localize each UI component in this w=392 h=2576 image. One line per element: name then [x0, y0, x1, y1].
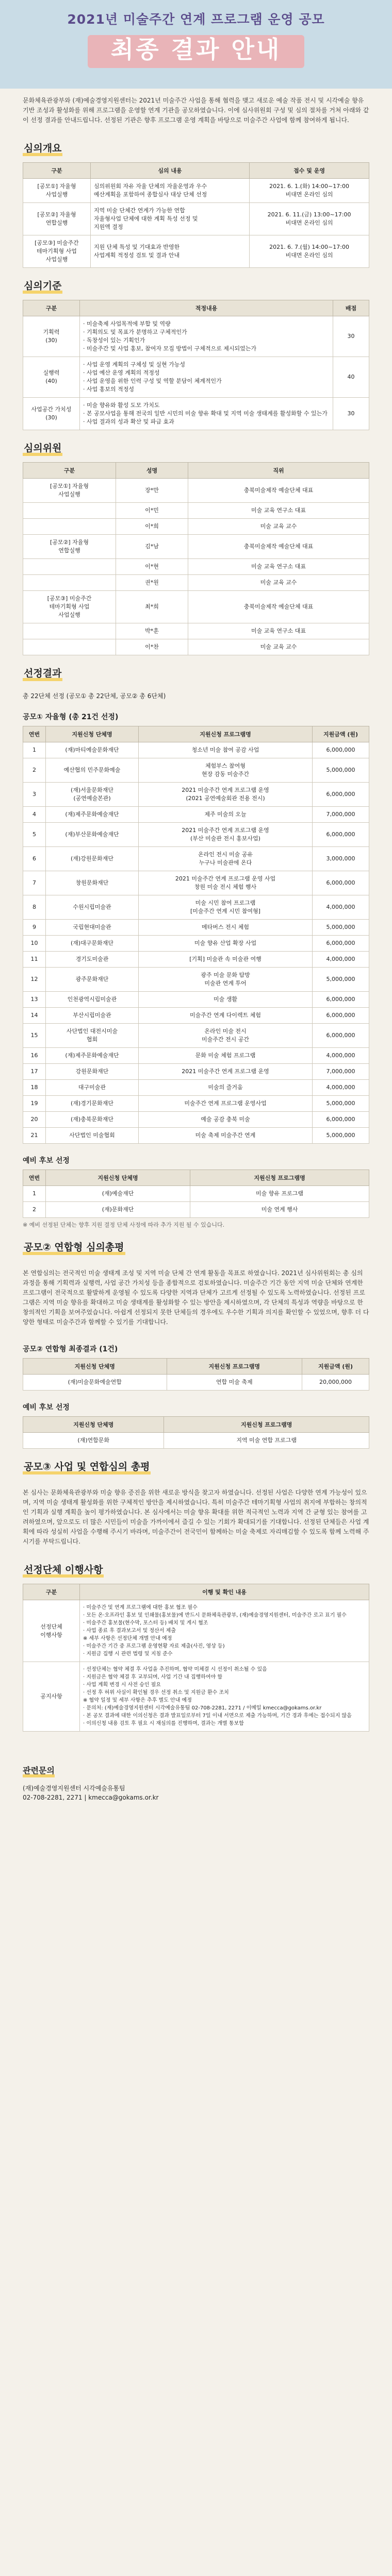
table-row: [23, 203, 369, 235]
table-cell: 6,000,000: [313, 783, 369, 807]
table-cell: 4,000,000: [313, 1048, 369, 1064]
table-cell: 4: [23, 807, 46, 823]
table-row: [23, 1024, 369, 1048]
table-row: [23, 1048, 369, 1064]
table-header: 지원신청 단체명: [46, 1170, 190, 1186]
table-row: [23, 895, 369, 920]
obligations-table: [23, 1584, 369, 1732]
union-review-text: 본 연합심의는 전국적인 미술 생태계 조성 및 지역 미술 단체 간 연계 활동을 목표로 하였습니다. 2021년 심사위원회는 총 심의 과정을 통해 기획력과 실행력, 사업 공간 가치성 등을 종합적으로 검토하였습니다. 미술주간 기간 동안 지역 미술 단체와 연계한 프로그램이 전국적으로 활발하게 운영될 수 있도록 다양한 지역과 단체가 고르게 선정될 수 있도록 노력하였습니다. 선정된 프로그램은 지역 미술 향유를 확대하고 미술 생태계를 활성화할 수 있는 방안을 제시하였으며, 각 단체의 특성과 역량을 바탕으로 한 창의적인 기획을 보여주었습니다. 아쉽게 선정되지 못한 단체들의 경우에도 우수한 기획과 의지를 확인할 수 있었으며, 향후 더 다양한 형태로 미술주간과 함께할 수 있기를 기대합니다.: [23, 1269, 369, 1326]
table-cell: (재)부산문화예술재단: [46, 823, 139, 847]
table-cell: 창원문화재단: [46, 871, 139, 895]
table-cell: 3: [23, 783, 46, 807]
table-cell: 4,000,000: [313, 1080, 369, 1096]
table-cell: (재)예술재단: [46, 1186, 190, 1202]
results-summary: 총 22단체 선정 (공모① 총 22단체, 공모② 총 6단체): [23, 692, 166, 700]
table-cell: 온라인 전시 미술 공유 누구나 미술관에 온다: [139, 847, 313, 871]
table-cell: 14: [23, 1008, 46, 1024]
table-cell: 6,000,000: [313, 1008, 369, 1024]
table-row: [23, 1433, 369, 1449]
table-header: 연번: [23, 726, 46, 742]
table-cell: 미술 교육 연구소 대표: [188, 623, 369, 639]
row-score: 30: [333, 316, 369, 357]
table-cell: 미술 생활: [139, 992, 313, 1008]
table-row: [23, 968, 369, 992]
main-content: [0, 89, 392, 1752]
table-cell: 5: [23, 823, 46, 847]
table-row: [23, 823, 369, 847]
row-content: · 미술 향유와 활성 도모 가치도 · 본 공모사업을 통해 전국의 일반 시민의 미술 향유 확대 및 지역 미술 생태계를 활성화할 수 있는가 · 사업 결과의 성과 확산 및 파급 효과: [80, 398, 333, 430]
table-cell: 미술 향유 산업 확장 사업: [139, 936, 313, 952]
hero-subtitle: 2021년 미술주간 연계 프로그램 운영 공모: [67, 12, 325, 27]
table-cell: 6,000,000: [313, 936, 369, 952]
table-row: [23, 1202, 369, 1218]
table-header: 구분: [23, 300, 80, 316]
reserve-table: [23, 1170, 369, 1218]
table-cell: (재)마티예술문화재단: [46, 742, 139, 758]
table-cell: 경기도미술관: [46, 952, 139, 968]
table-cell: 최*희: [116, 591, 188, 623]
union-table-title: 공모② 연합형 최종결과 (1건): [23, 1345, 118, 1353]
table-row: [23, 783, 369, 807]
table-cell: 미술 시민 참여 프로그램 [미술주간 연계 시민 참여형]: [139, 895, 313, 920]
table-cell: [기획] 미술관 속 미술관 여행: [139, 952, 313, 968]
table-cell: 권*원: [116, 575, 188, 591]
table-cell: 메타버스 전시 체험: [139, 920, 313, 936]
table-cell: 대구미술관: [46, 1080, 139, 1096]
table-cell: 2021 미술주간 연계 프로그램 운영: [139, 1064, 313, 1080]
table-row: [23, 871, 369, 895]
union-reserve-title: 예비 후보 선정: [23, 1403, 70, 1412]
table-cell: 19: [23, 1096, 46, 1112]
table-cell: 5,000,000: [313, 920, 369, 936]
table-row: [23, 623, 369, 639]
table-cell: 15: [23, 1024, 46, 1048]
reserve-note: ※ 예비 선정된 단체는 향후 지원 결정 단체 사정에 따라 추가 지원 될 수 있습니다.: [23, 1222, 225, 1228]
reviewers-table: [23, 462, 369, 655]
table-cell: 미술주간 연계 다이렉트 체험: [139, 1008, 313, 1024]
section-title-results: 선정결과: [23, 669, 62, 681]
table-row: [23, 952, 369, 968]
table-cell: [공모②] 자율형 연합실행: [23, 535, 116, 559]
table-cell: 6,000,000: [313, 742, 369, 758]
table-header: 성명: [116, 463, 188, 479]
table-row: [23, 742, 369, 758]
row-date: 2021. 6. 1.(화) 14:00~17:00 비대면 온라인 심의: [250, 179, 369, 203]
table-cell: [23, 519, 116, 535]
table-cell: 이*민: [116, 503, 188, 519]
table-cell: 5,000,000: [313, 758, 369, 783]
table-cell: 18: [23, 1080, 46, 1096]
table-cell: (재)제주문화예술재단: [46, 807, 139, 823]
table-cell: 20,000,000: [302, 1375, 369, 1391]
row-score: 40: [333, 357, 369, 398]
table-cell: 강원문화재단: [46, 1064, 139, 1080]
table-cell: 12: [23, 968, 46, 992]
table-cell: 사단법인 미술협회: [46, 1128, 139, 1144]
row-label: 사업공간 가치성 (30): [23, 398, 80, 430]
row-date: 2021. 6. 7.(월) 14:00~17:00 비대면 온라인 심의: [250, 235, 369, 268]
row-score: 30: [333, 398, 369, 430]
table-cell: 미술 향유 프로그램: [190, 1186, 369, 1202]
section-title-reviewers: 심의위원: [23, 444, 62, 456]
section-title-union-review: 공모② 연합형 심의총평: [23, 1243, 125, 1255]
table-row: [23, 1008, 369, 1024]
table-header: 구분: [23, 1584, 80, 1600]
footer-org: (재)예술경영지원센터 시각예술유통팀: [23, 1785, 125, 1792]
table-cell: 지역 미술 연합 프로그램: [164, 1433, 369, 1449]
table-row: [23, 479, 369, 503]
row-content: 지원 단체 특성 및 기대효과 반영한 사업계획 적정성 검토 및 결과 안내: [90, 235, 249, 268]
section-title-theme-review: 공모③ 사업 및 연합심의 총평: [23, 1462, 151, 1475]
table-cell: 8: [23, 895, 46, 920]
table-cell: [23, 639, 116, 655]
table-cell: 10: [23, 936, 46, 952]
table-cell: 6,000,000: [313, 823, 369, 847]
table-cell: 장*만: [116, 479, 188, 503]
section-title-review-criteria: 심의기준: [23, 281, 62, 294]
table-cell: 인천광역시립미술관: [46, 992, 139, 1008]
table-row: [23, 503, 369, 519]
table-cell: 3,000,000: [313, 847, 369, 871]
table-row: [23, 1112, 369, 1128]
results-table: [23, 726, 369, 1144]
table-cell: 김*남: [116, 535, 188, 559]
table-cell: [공모①] 자율형 사업실행: [23, 479, 116, 503]
table-cell: 수원시립미술관: [46, 895, 139, 920]
table-header: 지원금액 (원): [313, 726, 369, 742]
table-cell: 미술주간 연계 프로그램 운영사업: [139, 1096, 313, 1112]
table-cell: 이*찬: [116, 639, 188, 655]
table-cell: 11: [23, 952, 46, 968]
footer: [0, 1752, 392, 1818]
table-cell: 미술 교육 연구소 대표: [188, 503, 369, 519]
table-cell: 6: [23, 847, 46, 871]
table-row: [23, 1128, 369, 1144]
intro-text: 문화체육관광부와 (재)예술경영지원센터는 2021년 미술주간 사업을 통해 협력을 맺고 새로운 예술 작품 전시 및 시각예술 향유 기반 조성과 활성화를 위해 프로그램을 운영할 연계 기관을 공모하였습니다. 이에 심사위원회 구성 및 심의 절차를 거쳐 아래와 같이 선정 결과를 안내드립니다. 선정된 기관은 향후 프로그램 운영 계획을 바탕으로 미술주간 사업에 함께 참여하게 됩니다.: [23, 97, 369, 124]
hero-banner: [0, 0, 392, 89]
table-cell: 7: [23, 871, 46, 895]
table-cell: [공모③] 미술주간 테마기획형 사업 사업실행: [23, 591, 116, 623]
row-content: 심의위원회 자유 자율 단체의 자율운영과 우수 예산계획을 포함하여 종합심사 대상 단체 선정: [90, 179, 249, 203]
table-header: 배점: [333, 300, 369, 316]
table-cell: (재)충북문화재단: [46, 1112, 139, 1128]
row-content: · 사업 운영 계획의 구체성 및 실현 가능성 · 사업 예산 운영 계획의 적정성 · 사업 운영을 위한 인력 구성 및 역할 분담이 체계적인가 · 사업 홍보의 적정성: [80, 357, 333, 398]
table-cell: 6,000,000: [313, 1024, 369, 1048]
table-header: 구분: [23, 463, 116, 479]
table-header: 이행 및 확인 내용: [80, 1584, 369, 1600]
table-row: [23, 639, 369, 655]
table-row: [23, 316, 369, 357]
table-row: [23, 807, 369, 823]
table-cell: 5,000,000: [313, 1096, 369, 1112]
table-cell: 7,000,000: [313, 1064, 369, 1080]
row-content: 지역 미술 단체간 연계가 가능한 연합 자율형사업 단체에 대한 계획 특성 선정 및 지원액 결정: [90, 203, 249, 235]
table-header: 적정내용: [80, 300, 333, 316]
table-cell: 4,000,000: [313, 895, 369, 920]
table-cell: 예산협의 민주문화예술: [46, 758, 139, 783]
theme-review-text: 본 심사는 문화체육관광부와 미술 향유 증진을 위한 새로운 방식을 찾고자 하였습니다. 선정된 사업은 다양한 연계 가능성이 있으며, 지역 미술 생태계 활성화를 위한 구체적인 방안을 제시하였습니다. 특히 미술주간 테마기획형 사업의 취지에 부합하는 창의적인 기획과 실행 계획을 높이 평가하였습니다. 본 심사에서는 미술 향유 확대를 위한 적극적인 노력과 지역 간 균형 있는 참여를 고려하였으며, 앞으로도 더 많은 시민들이 미술을 가까이에서 즐길 수 있는 기회가 확대되기를 기대합니다. 선정된 단체들은 사업 계획에 따라 성실히 사업을 수행해 주시기 바라며, 미술주간이 전국민이 함께하는 미술 축제로 자리매김할 수 있도록 함께 노력해 주시기를 부탁드립니다.: [23, 1489, 369, 1545]
table-cell: 부산시립미술관: [46, 1008, 139, 1024]
table-cell: 충북미술제작 예술단체 대표: [188, 479, 369, 503]
table-row: [23, 235, 369, 268]
table-cell: 5,000,000: [313, 1128, 369, 1144]
table-row: [23, 1662, 369, 1732]
table-cell: 1: [23, 742, 46, 758]
table-cell: 6,000,000: [313, 871, 369, 895]
table-row: [23, 1186, 369, 1202]
results-table-title: 공모① 자율형 (총 21건 선정): [23, 713, 119, 721]
table-row: [23, 591, 369, 623]
table-cell: 충북미술제작 예술단체 대표: [188, 591, 369, 623]
table-cell: 국립현대미술관: [46, 920, 139, 936]
table-cell: (재)제주문화예술재단: [46, 1048, 139, 1064]
table-cell: 이*희: [116, 519, 188, 535]
table-row: [23, 1600, 369, 1662]
table-header: 지원신청 단체명: [46, 726, 139, 742]
table-cell: (재)미술문화예술연합: [23, 1375, 167, 1391]
table-row: [23, 1375, 369, 1391]
table-row: [23, 1096, 369, 1112]
row-content: · 미술축제 사업목적에 부합 및 역량 · 기획의도 및 목표가 분명하고 구체적인가 · 독창성이 있는 기획인가 · 미술주간 및 사업 홍보, 참여자 모집 방법이 구체적으로 제시되었는가: [80, 316, 333, 357]
table-header: 연번: [23, 1170, 46, 1186]
row-label: 기획력 (30): [23, 316, 80, 357]
table-row: [23, 1064, 369, 1080]
table-cell: [23, 559, 116, 575]
table-cell: 5,000,000: [313, 968, 369, 992]
table-cell: 1: [23, 1186, 46, 1202]
table-cell: 2021 미술주간 연계 프로그램 운영 사업 창원 미술 전시 체험 행사: [139, 871, 313, 895]
table-cell: (재)문화재단: [46, 1202, 190, 1218]
row-label: [공모①] 자율형 사업실행: [23, 179, 91, 203]
table-cell: (재)서울문화재단 (공연예술본관): [46, 783, 139, 807]
union-table: [23, 1358, 369, 1391]
table-header: 지원신청 단체명: [23, 1417, 164, 1433]
review-criteria-table: [23, 300, 369, 430]
table-cell: 미술 연계 행사: [190, 1202, 369, 1218]
union-reserve-table: [23, 1416, 369, 1449]
row-content: · 미술주간 및 연계 프로그램에 대한 홍보 협조 필수 · 모든 온·오프라인 홍보 및 인쇄물(홍보물)에 반드시 문화체육관광부, (재)예술경영지원센터, 미술주간 로고 표기 필수 · 미술주간 홍보물(현수막, 포스터 등) 배치 및 게시 협조 · 사업 종료 후 결과보고서 및 정산서 제출 ※ 세부 사항은 선정단체 개별 안내 예정 · 미술주간 기간 중 프로그램 운영현황 자료 제출(사진, 영상 등) · 지원금 집행 시 관련 법령 및 지침 준수: [80, 1600, 369, 1662]
table-cell: 제주 미술의 오늘: [139, 807, 313, 823]
table-cell: 미술 교육 교수: [188, 575, 369, 591]
table-cell: 예술 공감 충북 미술: [139, 1112, 313, 1128]
table-cell: 문화 미술 체험 프로그램: [139, 1048, 313, 1064]
table-cell: 온라인 미술 전시 미술주간 전시 공간: [139, 1024, 313, 1048]
table-cell: 미술의 즐거움: [139, 1080, 313, 1096]
table-cell: (재)대구문화재단: [46, 936, 139, 952]
table-row: [23, 1080, 369, 1096]
table-header: 지원금액 (원): [302, 1359, 369, 1375]
table-cell: 충북미술제작 예술단체 대표: [188, 535, 369, 559]
table-cell: 9: [23, 920, 46, 936]
table-cell: 미술 교육 교수: [188, 519, 369, 535]
table-cell: (재)연합문화: [23, 1433, 164, 1449]
table-cell: 2021 미술주간 연계 프로그램 운영 (2021 공연예술회관 전용 전시): [139, 783, 313, 807]
row-date: 2021. 6. 11.(금) 13:00~17:00 비대면 온라인 심의: [250, 203, 369, 235]
table-cell: 이*현: [116, 559, 188, 575]
table-cell: (재)강원문화재단: [46, 847, 139, 871]
row-label: 실행력 (40): [23, 357, 80, 398]
table-cell: 연합 미술 축제: [167, 1375, 302, 1391]
hero-headline: 최종 결과 안내: [110, 36, 282, 63]
row-content: · 선정단체는 협약 체결 후 사업을 추진하며, 협약 미체결 시 선정이 취소될 수 있음 · 지원금은 협약 체결 후 교부되며, 사업 기간 내 집행하여야 함 · 사업 계획 변경 시 사전 승인 필요 · 선정 후 허위 사실이 확인될 경우 선정 취소 및 지원금 환수 조치 ※ 협약 일정 및 세부 사항은 추후 별도 안내 예정 · 문의처: (재)예술경영지원센터 시각예술유통팀 02-708-2281, 2271 / 이메일 kmecca@gokams.or.kr · 본 공모 결과에 대한 이의신청은 결과 발표일로부터 7일 이내 서면으로 제출 가능하며, 기간 경과 후에는 접수되지 않음 · 이의신청 내용 검토 후 필요 시 재심의를 진행하며, 결과는 개별 통보함: [80, 1662, 369, 1732]
table-cell: 미술 교육 교수: [188, 639, 369, 655]
row-label: 선정단체 이행사항: [23, 1600, 80, 1662]
table-cell: 광주문화재단: [46, 968, 139, 992]
table-cell: 청소년 미술 참여 공감 사업: [139, 742, 313, 758]
table-header: 구분: [23, 163, 91, 179]
row-label: 공지사항: [23, 1662, 80, 1732]
table-cell: 6,000,000: [313, 992, 369, 1008]
table-cell: 7,000,000: [313, 807, 369, 823]
table-row: [23, 357, 369, 398]
row-label: [공모②] 자율형 연합실행: [23, 203, 91, 235]
table-cell: 체험부스 참여형 현장 감동 미술주간: [139, 758, 313, 783]
table-row: [23, 519, 369, 535]
table-cell: 4,000,000: [313, 952, 369, 968]
table-cell: 21: [23, 1128, 46, 1144]
table-cell: 2021 미술주간 연계 프로그램 운영 (부산 미술관 전시 홍보사업): [139, 823, 313, 847]
section-title-obligations: 선정단체 이행사항: [23, 1565, 104, 1578]
table-cell: 6,000,000: [313, 1112, 369, 1128]
row-label: [공모③] 미술주간 테마기획형 사업 사업실행: [23, 235, 91, 268]
table-row: [23, 398, 369, 430]
section-title-review-overview: 심의개요: [23, 144, 62, 156]
table-cell: 17: [23, 1064, 46, 1080]
table-cell: 박*훈: [116, 623, 188, 639]
table-row: [23, 992, 369, 1008]
table-header: 접수 및 운영: [250, 163, 369, 179]
table-header: 지원신청 단체명: [23, 1359, 167, 1375]
table-row: [23, 179, 369, 203]
table-header: 직위: [188, 463, 369, 479]
table-row: [23, 936, 369, 952]
table-header: 심의 내용: [90, 163, 249, 179]
table-cell: 광주 미술 문화 탐방 미술관 연계 투어: [139, 968, 313, 992]
table-cell: 13: [23, 992, 46, 1008]
table-cell: [23, 623, 116, 639]
review-overview-table: [23, 162, 369, 268]
table-cell: [23, 575, 116, 591]
table-row: [23, 559, 369, 575]
footer-contact: 02-708-2281, 2271 | kmecca@gokams.or.kr: [23, 1794, 159, 1801]
footer-title: 관련문의: [23, 1767, 55, 1777]
table-row: [23, 920, 369, 936]
table-row: [23, 758, 369, 783]
table-header: 지원신청 프로그램명: [167, 1359, 302, 1375]
table-cell: 미술 교육 연구소 대표: [188, 559, 369, 575]
table-header: 지원신청 프로그램명: [190, 1170, 369, 1186]
table-cell: [23, 503, 116, 519]
table-header: 지원신청 프로그램명: [139, 726, 313, 742]
table-cell: 20: [23, 1112, 46, 1128]
table-cell: 2: [23, 1202, 46, 1218]
table-cell: 미술 축제 미술주간 연계: [139, 1128, 313, 1144]
table-row: [23, 847, 369, 871]
table-cell: 2: [23, 758, 46, 783]
table-header: 지원신청 프로그램명: [164, 1417, 369, 1433]
table-cell: (재)경기문화재단: [46, 1096, 139, 1112]
reserve-table-title: 예비 후보 선정: [23, 1157, 70, 1165]
table-cell: 16: [23, 1048, 46, 1064]
table-row: [23, 535, 369, 559]
table-row: [23, 575, 369, 591]
table-cell: 사단법인 대전시미술 협회: [46, 1024, 139, 1048]
